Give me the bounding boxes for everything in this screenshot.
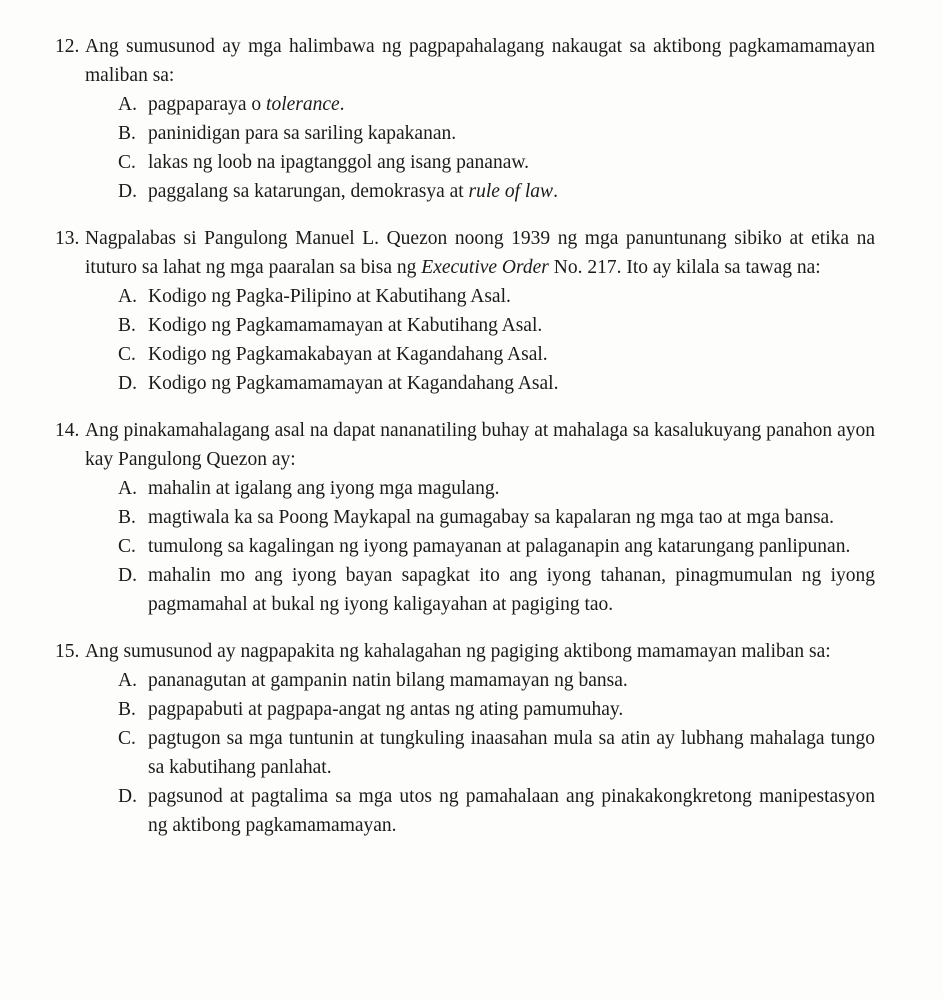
option-text [148,724,875,782]
option-text [148,369,875,398]
option-text [148,782,875,840]
option-text [148,177,875,206]
option-item[interactable] [55,90,875,119]
question-number: 15. [55,641,80,662]
stem-emphasis: Executive Order [421,257,549,278]
option-text-segment: Kodigo ng Pagkamakabayan at Kagandahang Asal. [148,344,548,365]
question-stem-text [85,224,875,282]
option-item[interactable] [55,724,875,782]
question-number: 13. [55,228,80,249]
question-number: 14. [55,420,80,441]
option-item[interactable] [55,282,875,311]
option-text-segment: Kodigo ng Pagka-Pilipino at Kabutihang Asal. [148,286,511,307]
stem-text-segment: No. 217. Ito ay kilala sa tawag na: [548,257,821,278]
question-number: 12. [55,36,80,57]
option-text-segment: . [553,181,558,202]
option-label: A. [118,286,137,307]
stem-text-segment: Nagpalabas si Pangulong Manuel L. Quezon noong 1939 ng mga panuntunang sibiko at etika na ituturo sa lahat ng mga paaralan sa bisa ng [85,228,875,278]
option-text [148,474,875,503]
option-label: B. [118,123,136,144]
question-stem [55,32,875,90]
option-list [55,282,875,398]
option-text [148,148,875,177]
option-text [148,503,875,532]
question-stem-text [85,637,875,666]
option-item[interactable] [55,148,875,177]
question-block [55,224,875,398]
option-label: B. [118,315,136,336]
option-text-segment: mahalin mo ang iyong bayan sapagkat ito ang iyong tahanan, pinagmumulan ng iyong pagmamahal at bukal ng iyong kaligayahan at pagiging tao. [148,565,875,615]
option-label: D. [118,181,137,202]
option-item[interactable] [55,695,875,724]
option-item[interactable] [55,340,875,369]
option-item[interactable] [55,369,875,398]
question-stem [55,637,875,666]
option-label: A. [118,478,137,499]
question-block [55,32,875,206]
option-text-segment: paggalang sa katarungan, demokrasya at [148,181,469,202]
option-item[interactable] [55,561,875,619]
option-label: C. [118,728,136,749]
stem-text-segment: Ang sumusunod ay mga halimbawa ng pagpapahalagang nakaugat sa aktibong pagkamamamayan maliban sa: [85,36,875,86]
option-label: C. [118,152,136,173]
option-item[interactable] [55,177,875,206]
question-stem-text [85,32,875,90]
option-text [148,666,875,695]
option-label: C. [118,344,136,365]
option-label: D. [118,786,137,807]
option-text-segment: mahalin at igalang ang iyong mga magulang. [148,478,500,499]
option-label: A. [118,670,137,691]
question-block [55,416,875,619]
option-item[interactable] [55,782,875,840]
stem-text-segment: Ang sumusunod ay nagpapakita ng kahalagahan ng pagiging aktibong mamamayan maliban sa: [85,641,831,662]
option-item[interactable] [55,474,875,503]
option-label: D. [118,373,137,394]
question-stem [55,224,875,282]
option-text-segment: pananagutan at gampanin natin bilang mamamayan ng bansa. [148,670,628,691]
option-text [148,311,875,340]
option-text [148,695,875,724]
option-text-segment: Kodigo ng Pagkamamamayan at Kagandahang Asal. [148,373,559,394]
option-text [148,90,875,119]
option-text [148,561,875,619]
option-text-segment: magtiwala ka sa Poong Maykapal na gumagabay sa kapalaran ng mga tao at mga bansa. [148,507,835,528]
option-item[interactable] [55,666,875,695]
option-list [55,666,875,840]
option-text-segment: pagpaparaya o [148,94,267,115]
option-emphasis: rule of law [468,181,554,202]
option-text-segment: . [339,94,345,115]
option-label: C. [118,536,136,557]
option-list [55,90,875,206]
option-text-segment: tumulong sa kagalingan ng iyong pamayanan at palaganapin ang katarungang panlipunan. [148,536,851,557]
option-item[interactable] [55,119,875,148]
option-text-segment: pagtugon sa mga tuntunin at tungkuling inaasahan mula sa atin ay lubhang mahalaga tungo sa kabutihang panlahat. [148,728,875,778]
stem-text-segment: Ang pinakamahalagang asal na dapat nananatiling buhay at mahalaga sa kasalukuyang panahon ayon kay Pangulong Quezon ay: [85,420,875,470]
question-stem-text [85,416,875,474]
option-label: B. [118,507,136,528]
option-text [148,119,875,148]
option-list [55,474,875,619]
option-text-segment: lakas ng loob na ipagtanggol ang isang pananaw. [148,152,530,173]
option-label: B. [118,699,136,720]
option-label: A. [118,94,137,115]
option-text [148,340,875,369]
option-text-segment: pagpapabuti at pagpapa-angat ng antas ng ating pamumuhay. [148,699,624,720]
option-text [148,532,875,561]
option-item[interactable] [55,532,875,561]
option-label: D. [118,565,137,586]
option-text-segment: Kodigo ng Pagkamamamayan at Kabutihang Asal. [148,315,543,336]
option-item[interactable] [55,503,875,532]
option-text-segment: paninidigan para sa sariling kapakanan. [148,123,457,144]
question-stem [55,416,875,474]
option-emphasis: tolerance [266,94,340,115]
question-block [55,637,875,840]
option-item[interactable] [55,311,875,340]
option-text-segment: pagsunod at pagtalima sa mga utos ng pamahalaan ang pinakakongkretong manipestasyon ng aktibong pagkamamamayan. [148,786,875,836]
option-text [148,282,875,311]
